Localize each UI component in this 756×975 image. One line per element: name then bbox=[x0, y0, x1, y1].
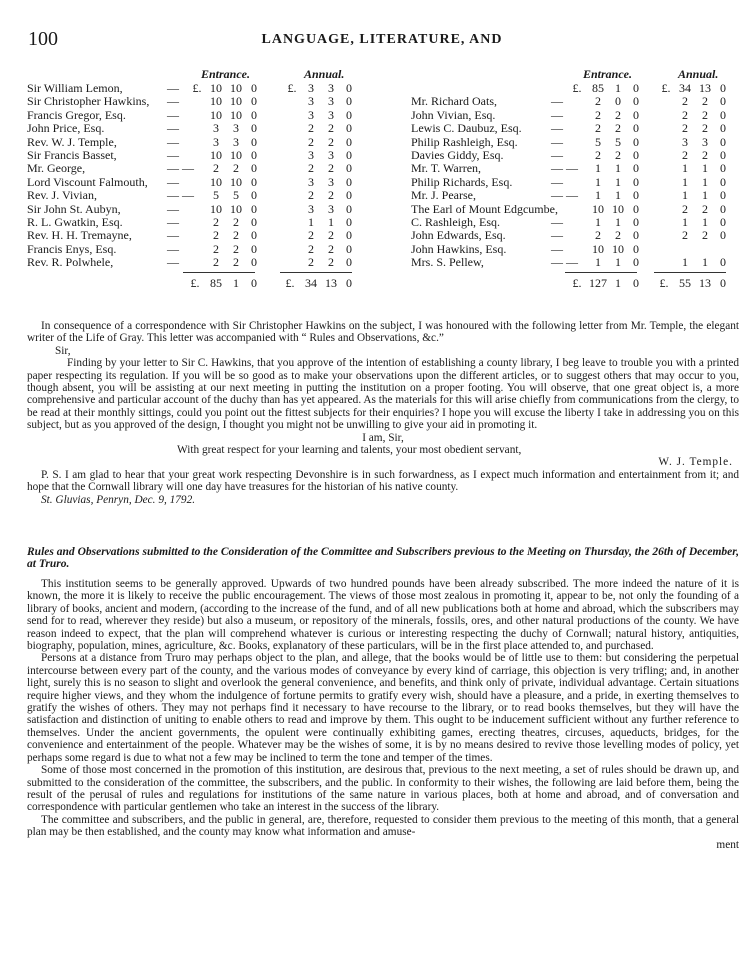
leader-dash: — bbox=[167, 255, 179, 270]
amount-cell: 5 bbox=[213, 188, 219, 203]
amount-cell: 0 bbox=[633, 255, 639, 270]
letter-respect: With great respect for your learning and talents, your most obedient servant, bbox=[177, 444, 522, 457]
carried-forward-row bbox=[411, 82, 741, 95]
amount-cell: 1 bbox=[595, 161, 601, 176]
amount-cell: 3 bbox=[213, 121, 219, 136]
amount-cell: 2 bbox=[595, 147, 601, 162]
amount-cell: 2 bbox=[702, 121, 708, 136]
amount-cell: 0 bbox=[346, 147, 352, 162]
leader-dash: — — bbox=[551, 161, 578, 176]
leader-dash: — bbox=[167, 241, 179, 256]
amount-cell: 5 bbox=[615, 134, 621, 149]
amount-cell: 3 bbox=[233, 134, 239, 149]
amount-cell: 0 bbox=[720, 214, 726, 229]
amount-cell: 2 bbox=[615, 121, 621, 136]
amount-cell: 1 bbox=[702, 161, 708, 176]
leader-dash: — bbox=[167, 147, 179, 162]
amount-cell: 0 bbox=[346, 94, 352, 109]
leader-dash: — bbox=[551, 134, 563, 149]
amount-cell: 0 bbox=[720, 94, 726, 109]
amount-cell: 3 bbox=[308, 201, 314, 216]
amount-cell: 0 bbox=[346, 241, 352, 256]
amount-cell: 10 bbox=[210, 107, 222, 122]
amount-cell: 0 bbox=[633, 161, 639, 176]
annual-header: Annual. bbox=[304, 67, 345, 81]
subscriber-row bbox=[27, 216, 367, 229]
subscriber-row bbox=[411, 203, 741, 216]
subscriber-name: Philip Richards, Esq. bbox=[411, 174, 513, 189]
subscriber-table-left bbox=[27, 68, 367, 295]
pound-sign: £. bbox=[661, 81, 671, 95]
amount-cell: 0 bbox=[633, 147, 639, 162]
subscriber-row bbox=[411, 243, 741, 256]
amount-cell: 1 bbox=[615, 81, 621, 95]
subscriber-name: R. L. Gwatkin, Esq. bbox=[27, 214, 123, 229]
amount-cell: 0 bbox=[346, 214, 352, 229]
amount-cell: 2 bbox=[328, 121, 334, 136]
total-row bbox=[27, 275, 367, 295]
amount-cell: 10 bbox=[612, 241, 624, 256]
amount-cell: 0 bbox=[633, 121, 639, 136]
subscriber-name: C. Rashleigh, Esq. bbox=[411, 214, 500, 229]
amount-cell: 3 bbox=[682, 134, 688, 149]
subscriber-name: Lewis C. Daubuz, Esq. bbox=[411, 121, 522, 136]
amount-cell: 10 bbox=[230, 94, 242, 109]
subscriber-row bbox=[411, 189, 741, 202]
amount-cell: 2 bbox=[233, 255, 239, 270]
subscriber-name: Davies Giddy, Esq. bbox=[411, 147, 504, 162]
amount-cell: 2 bbox=[682, 228, 688, 243]
subscriber-name: John Vivian, Esq. bbox=[411, 107, 496, 122]
amount-cell: 0 bbox=[720, 188, 726, 203]
amount-cell: 0 bbox=[720, 174, 726, 189]
amount-cell: 2 bbox=[702, 94, 708, 109]
amount-cell: 3 bbox=[328, 81, 334, 95]
subscriber-row bbox=[27, 176, 367, 189]
amount-cell: 0 bbox=[346, 107, 352, 122]
amount-cell: 1 bbox=[595, 174, 601, 189]
amount-cell: 2 bbox=[702, 147, 708, 162]
amount-cell: 10 bbox=[210, 201, 222, 216]
subscriber-name: Mr. George, bbox=[27, 161, 86, 176]
subscriber-row bbox=[411, 149, 741, 162]
amount-cell: 2 bbox=[595, 107, 601, 122]
leader-dash: — bbox=[551, 214, 563, 229]
amount-cell: 0 bbox=[251, 161, 257, 176]
amount-cell: 10 bbox=[230, 81, 242, 95]
amount-cell: 0 bbox=[251, 201, 257, 216]
subscriber-row bbox=[27, 189, 367, 202]
amount-cell: 0 bbox=[720, 161, 726, 176]
pound-sign: £. bbox=[572, 81, 582, 95]
amount-cell: 1 bbox=[328, 214, 334, 229]
amount-cell: 10 bbox=[230, 147, 242, 162]
subscriber-row bbox=[411, 229, 741, 242]
leader-dash: — — bbox=[167, 161, 194, 176]
amount-cell: 1 bbox=[615, 188, 621, 203]
amount-cell: 1 bbox=[682, 161, 688, 176]
pound-sign: £. bbox=[190, 276, 200, 291]
amount-cell: 0 bbox=[346, 255, 352, 270]
total-amount: 55 bbox=[679, 276, 691, 291]
amount-cell: 5 bbox=[595, 134, 601, 149]
amount-cell: 10 bbox=[210, 94, 222, 109]
subscriber-name: Philip Rashleigh, Esq. bbox=[411, 134, 518, 149]
amount-cell: 2 bbox=[702, 201, 708, 216]
amount-cell: 0 bbox=[633, 228, 639, 243]
amount-cell: 1 bbox=[702, 174, 708, 189]
amount-cell: 10 bbox=[592, 241, 604, 256]
leader-dash: — bbox=[551, 174, 563, 189]
subscriber-name: Lord Viscount Falmouth, bbox=[27, 174, 148, 189]
amount-cell: 5 bbox=[233, 188, 239, 203]
subscriber-table-right bbox=[411, 68, 741, 295]
amount-cell: 0 bbox=[633, 214, 639, 229]
amount-cell: 1 bbox=[682, 214, 688, 229]
amount-cell: 0 bbox=[251, 214, 257, 229]
amount-cell: 0 bbox=[346, 201, 352, 216]
leader-dash: — — bbox=[551, 188, 578, 203]
amount-cell: 0 bbox=[346, 228, 352, 243]
amount-cell: 2 bbox=[328, 134, 334, 149]
subscriber-name: Mr. T. Warren, bbox=[411, 161, 482, 176]
amount-cell: 3 bbox=[308, 147, 314, 162]
amount-cell: 0 bbox=[633, 134, 639, 149]
amount-cell: 1 bbox=[702, 214, 708, 229]
subscriber-row bbox=[27, 203, 367, 216]
subscriber-row bbox=[411, 216, 741, 229]
annual-header: Annual. bbox=[678, 67, 719, 81]
amount-cell: 1 bbox=[702, 188, 708, 203]
amount-cell: 2 bbox=[328, 188, 334, 203]
amount-cell: 3 bbox=[308, 107, 314, 122]
amount-cell: 2 bbox=[615, 147, 621, 162]
leader-dash: — bbox=[167, 121, 179, 136]
amount-cell: 1 bbox=[702, 255, 708, 270]
subscriber-name: Mr. J. Pearse, bbox=[411, 188, 476, 203]
amount-cell: 0 bbox=[720, 134, 726, 149]
subscriber-name: John Hawkins, Esq. bbox=[411, 241, 507, 256]
amount-cell: 2 bbox=[682, 201, 688, 216]
amount-cell: 2 bbox=[233, 228, 239, 243]
subscriber-row bbox=[411, 176, 741, 189]
letter-signature: W. J. Temple. bbox=[658, 456, 733, 469]
amount-cell: 0 bbox=[346, 161, 352, 176]
leader-dash: — bbox=[551, 147, 563, 162]
amount-cell: 0 bbox=[251, 188, 257, 203]
amount-cell: 1 bbox=[615, 174, 621, 189]
amount-cell: 0 bbox=[633, 81, 639, 95]
amount-cell: 2 bbox=[682, 147, 688, 162]
amount-cell: 10 bbox=[230, 174, 242, 189]
subscriber-row bbox=[27, 229, 367, 242]
amount-cell: 1 bbox=[615, 214, 621, 229]
rules-paragraph-4: The committee and subscribers, and the public in general, are, therefore, requested to consider them previous to the meeting of this month, that a general plan may be then established, and the county may know what information and amuse- bbox=[27, 813, 739, 839]
amount-cell: 2 bbox=[213, 241, 219, 256]
subscriber-row bbox=[27, 82, 367, 95]
amount-cell: 0 bbox=[251, 241, 257, 256]
subscriber-name: Sir William Lemon, bbox=[27, 81, 123, 95]
amount-cell: 2 bbox=[702, 228, 708, 243]
amount-cell: 3 bbox=[308, 174, 314, 189]
rules-body bbox=[27, 578, 739, 851]
amount-cell: 2 bbox=[702, 107, 708, 122]
amount-cell: 1 bbox=[682, 255, 688, 270]
amount-cell: 2 bbox=[213, 255, 219, 270]
amount-cell: 3 bbox=[213, 134, 219, 149]
subscriber-name: Rev. W. J. Temple, bbox=[27, 134, 117, 149]
total-amount: 85 bbox=[210, 276, 222, 291]
subscriber-name: John Edwards, Esq. bbox=[411, 228, 506, 243]
total-row bbox=[411, 275, 741, 295]
amount-cell: 2 bbox=[682, 94, 688, 109]
subscriber-row bbox=[411, 109, 741, 122]
amount-cell: 1 bbox=[308, 214, 314, 229]
total-amount: 34 bbox=[305, 276, 317, 291]
amount-cell: 2 bbox=[682, 121, 688, 136]
dateline: St. Gluvias, Penryn, Dec. 9, 1792. bbox=[41, 493, 196, 506]
amount-cell: 3 bbox=[328, 147, 334, 162]
subscriber-row bbox=[27, 162, 367, 175]
subscriber-row bbox=[411, 162, 741, 175]
rules-paragraph-1: This institution seems to be generally approved. Upwards of two hundred pounds have been already subscribed. The more indeed the nature of it is known, the more it is likely to receive the public encouragement. The views of those most zealous in promoting it, appear to be, not only the founding of a library of books, ancient and modern, (according to the increase of the fund, and of all new publications both at home and abroad, which the subscribers may send for to read, wherever they reside) but also a museum, or repository of the minerals, fossils, ores, and other natural productions of the county. We have reason indeed to expect, that the plan will comprehend whatever is curious or interesting respecting the duchy of Cornwall; natural history, antiquities, biography, population, mines, agriculture, &c. Books, explanatory of these particulars, will be in the first place attended to, and purchased. bbox=[27, 578, 739, 653]
subscriber-name: The Earl of Mount Edgcumbe, bbox=[411, 201, 558, 216]
amount-cell: 0 bbox=[346, 188, 352, 203]
amount-cell: 1 bbox=[682, 188, 688, 203]
amount-cell: 0 bbox=[633, 241, 639, 256]
catchword: ment bbox=[716, 838, 739, 851]
subscriber-row bbox=[27, 256, 367, 269]
pound-sign: £. bbox=[572, 276, 582, 291]
leader-dash: — bbox=[167, 134, 179, 149]
subscriber-row bbox=[411, 95, 741, 108]
subscriber-row bbox=[27, 243, 367, 256]
amount-cell: 1 bbox=[595, 214, 601, 229]
letter-body: Finding by your letter to Sir C. Hawkins, that you approve of the intention of establishing a county library, I beg leave to trouble you with a printed paper respecting its regulation. If you will be so good as to make your observations upon the different articles, or to suggest others that may occur to you, though absent, you will be assisting at our next meeting in putting the institution on a proper footing. You will observe, that one great object is, a more comprehensive and particular account of the duchy than has yet appeared. As the materials for this will arise chiefly from communications from the clergy, to be read at their monthly sittings, could you point out the fittest subjects for their enquiries? I hope you will excuse the liberty I take in addressing you on this subject, but as you approved of the design, I thought you might not be unwilling to give your aid in promoting it. bbox=[27, 357, 739, 432]
leader-dash: — — bbox=[167, 188, 194, 203]
column-headers bbox=[411, 68, 741, 82]
amount-cell: 0 bbox=[720, 228, 726, 243]
amount-cell: 0 bbox=[720, 255, 726, 270]
leader-dash: — bbox=[551, 94, 563, 109]
page-number: 100 bbox=[28, 28, 58, 50]
amount-cell: 2 bbox=[595, 228, 601, 243]
amount-cell: 0 bbox=[720, 121, 726, 136]
amount-cell: 2 bbox=[328, 161, 334, 176]
amount-cell: 0 bbox=[720, 107, 726, 122]
amount-cell: 0 bbox=[251, 174, 257, 189]
subscriber-name: Rev. H. H. Tremayne, bbox=[27, 228, 132, 243]
amount-cell: 2 bbox=[308, 121, 314, 136]
amount-cell: 2 bbox=[213, 214, 219, 229]
amount-cell: 2 bbox=[682, 107, 688, 122]
subscriber-name: Francis Gregor, Esq. bbox=[27, 107, 126, 122]
amount-cell: 10 bbox=[592, 201, 604, 216]
total-rule bbox=[183, 272, 255, 273]
leader-dash: — bbox=[167, 81, 179, 95]
amount-cell: 34 bbox=[679, 81, 691, 95]
amount-cell: 2 bbox=[213, 161, 219, 176]
amount-cell: 2 bbox=[615, 228, 621, 243]
leader-dash: — bbox=[167, 201, 179, 216]
amount-cell: 1 bbox=[615, 161, 621, 176]
total-rule bbox=[565, 272, 637, 273]
subscriber-row bbox=[411, 122, 741, 135]
leader-dash: — bbox=[551, 121, 563, 136]
column-headers bbox=[27, 68, 367, 82]
subscriber-name: Sir John St. Aubyn, bbox=[27, 201, 121, 216]
amount-cell: 10 bbox=[230, 201, 242, 216]
entrance-header: Entrance. bbox=[583, 67, 633, 81]
amount-cell: 0 bbox=[346, 174, 352, 189]
amount-cell: 2 bbox=[308, 241, 314, 256]
letter-closing: I am, Sir, bbox=[362, 431, 404, 444]
total-amount: 0 bbox=[251, 276, 257, 291]
amount-cell: 3 bbox=[328, 201, 334, 216]
subscriber-name: Mrs. S. Pellew, bbox=[411, 255, 484, 270]
subscriber-name: John Price, Esq. bbox=[27, 121, 105, 136]
amount-cell: 2 bbox=[328, 241, 334, 256]
amount-cell: 0 bbox=[251, 147, 257, 162]
amount-cell: 2 bbox=[328, 228, 334, 243]
amount-cell: 2 bbox=[308, 255, 314, 270]
amount-cell: 0 bbox=[346, 121, 352, 136]
amount-cell: 10 bbox=[612, 201, 624, 216]
total-amount: 0 bbox=[346, 276, 352, 291]
intro-paragraph bbox=[27, 320, 739, 506]
amount-cell: 10 bbox=[210, 174, 222, 189]
amount-cell: 2 bbox=[233, 161, 239, 176]
entrance-header: Entrance. bbox=[201, 67, 251, 81]
amount-cell: 2 bbox=[233, 241, 239, 256]
amount-cell: 2 bbox=[595, 94, 601, 109]
postscript: P. S. I am glad to hear that your great work respecting Devonshire is in such forwardness, as I expect much information and entertainment from it; and hope that the Cornwall library will one day have treasures for the historian of his native county. bbox=[27, 468, 739, 494]
amount-cell: 3 bbox=[233, 121, 239, 136]
amount-cell: 10 bbox=[210, 147, 222, 162]
subscriber-name: Francis Enys, Esq. bbox=[27, 241, 117, 256]
subscriber-name: Mr. Richard Oats, bbox=[411, 94, 497, 109]
amount-cell: 2 bbox=[308, 188, 314, 203]
amount-cell: 1 bbox=[595, 188, 601, 203]
total-amount: 13 bbox=[699, 276, 711, 291]
amount-cell: 2 bbox=[595, 121, 601, 136]
leader-dash: — bbox=[167, 228, 179, 243]
subscriber-name: Sir Christopher Hawkins, bbox=[27, 94, 150, 109]
pound-sign: £. bbox=[659, 276, 669, 291]
salutation: Sir, bbox=[55, 344, 71, 357]
amount-cell: 3 bbox=[328, 174, 334, 189]
amount-cell: 2 bbox=[308, 161, 314, 176]
leader-dash: — bbox=[167, 107, 179, 122]
amount-cell: 3 bbox=[328, 107, 334, 122]
amount-cell: 0 bbox=[633, 174, 639, 189]
leader-dash: — bbox=[167, 94, 179, 109]
leader-dash: — — bbox=[551, 255, 578, 270]
amount-cell: 0 bbox=[346, 134, 352, 149]
pound-sign: £. bbox=[285, 276, 295, 291]
amount-cell: 1 bbox=[682, 174, 688, 189]
amount-cell: 3 bbox=[328, 94, 334, 109]
subscriber-name: Rev. J. Vivian, bbox=[27, 188, 97, 203]
page-header bbox=[28, 28, 736, 50]
subscriber-row bbox=[411, 256, 741, 269]
rules-paragraph-3: Some of those most concerned in the promotion of this institution, are desirous that, previous to the next meeting, a set of rules should be drawn up, and submitted to the consideration of the committee, the subscribers, and the public. In conformity to their wishes, the following are laid before them, being the result of the perusal of rules and regulations for institutions of the same nature in various places, both at home and abroad, and of conversation and correspondence with particular gentlemen who take an interest in the success of the library. bbox=[27, 764, 739, 814]
leader-dash: — bbox=[167, 214, 179, 229]
amount-cell: 0 bbox=[251, 81, 257, 95]
intro-text: In consequence of a correspondence with Sir Christopher Hawkins on the subject, I was honoured with the following letter from Mr. Temple, the elegant writer of the Life of Gray. This letter was accompanied with “ Rules and Observations, &c.” bbox=[27, 320, 739, 345]
amount-cell: 2 bbox=[233, 214, 239, 229]
total-amount: 0 bbox=[720, 276, 726, 291]
amount-cell: 3 bbox=[702, 134, 708, 149]
rules-paragraph-2: Persons at a distance from Truro may perhaps object to the plan, and allege, that the books would be of little use to them: but considering the perpetual intercourse between every part of the county, and the various modes of conveyance by every kind of carriage, this objection is very trifling; and, in another light, surely this is no season to slight and overlook the general convenience, and benefits, and think only of private, individual advantage. Certain situations require higher views, and they whom the indulgence of fortune permits to gratify every wish, should have a pleasure, and a pride, in exerting themselves to gratify the wishes of others. They may not perhaps find it necessary to have recourse to the library, or to read books themselves, but they will have the satisfaction and distinction of uniting to enable others to read and improve by them. This ought to be inducement sufficient without any further reference to themselves. Under the ancient governments, the opulent were continually exhibiting games, erecting theatres, circuses, aqueducts, bridges, for the convenience and entertainment of the people. Whatever may be the wishes of some, it is by no means desired to revive those levelling modes of policy, yet perhaps some regard is due to what not a few may be inclined to term the tone and temper of the times. bbox=[27, 652, 739, 764]
subscriber-name: Sir Francis Basset, bbox=[27, 147, 117, 162]
amount-cell: 0 bbox=[720, 147, 726, 162]
subscriber-row bbox=[27, 122, 367, 135]
amount-cell: 2 bbox=[308, 228, 314, 243]
pound-sign: £. bbox=[287, 81, 297, 95]
subscriber-row bbox=[27, 95, 367, 108]
amount-cell: 2 bbox=[308, 134, 314, 149]
total-amount: 1 bbox=[233, 276, 239, 291]
amount-cell: 1 bbox=[615, 255, 621, 270]
leader-dash: — bbox=[551, 228, 563, 243]
total-amount: 0 bbox=[633, 276, 639, 291]
amount-cell: 0 bbox=[346, 81, 352, 95]
total-amount: 127 bbox=[589, 276, 607, 291]
amount-cell: 0 bbox=[633, 94, 639, 109]
amount-cell: 85 bbox=[592, 81, 604, 95]
amount-cell: 0 bbox=[720, 81, 726, 95]
total-rule bbox=[654, 272, 726, 273]
amount-cell: 0 bbox=[251, 121, 257, 136]
amount-cell: 2 bbox=[213, 228, 219, 243]
amount-cell: 0 bbox=[633, 107, 639, 122]
subscriber-row bbox=[27, 109, 367, 122]
amount-cell: 0 bbox=[633, 201, 639, 216]
amount-cell: 0 bbox=[615, 94, 621, 109]
amount-cell: 0 bbox=[633, 188, 639, 203]
amount-cell: 0 bbox=[251, 107, 257, 122]
rules-title: Rules and Observations submitted to the Consideration of the Committee and Subscribers previous to the Meeting on Thursday, the 26th of December, at Truro. bbox=[27, 546, 739, 571]
amount-cell: 0 bbox=[720, 201, 726, 216]
pound-sign: £. bbox=[192, 81, 202, 95]
subscriber-row bbox=[27, 136, 367, 149]
amount-cell: 3 bbox=[308, 81, 314, 95]
leader-dash: — bbox=[167, 174, 179, 189]
amount-cell: 13 bbox=[699, 81, 711, 95]
amount-cell: 1 bbox=[595, 255, 601, 270]
total-amount: 1 bbox=[615, 276, 621, 291]
running-title: LANGUAGE, LITERATURE, AND bbox=[261, 32, 503, 47]
amount-cell: 0 bbox=[251, 94, 257, 109]
amount-cell: 0 bbox=[251, 228, 257, 243]
total-amount: 13 bbox=[325, 276, 337, 291]
leader-dash: — bbox=[551, 107, 563, 122]
subscriber-name: Rev. R. Polwhele, bbox=[27, 255, 114, 270]
amount-cell: 0 bbox=[251, 134, 257, 149]
total-rule bbox=[280, 272, 352, 273]
amount-cell: 2 bbox=[615, 107, 621, 122]
leader-dash: — bbox=[551, 241, 563, 256]
amount-cell: 0 bbox=[251, 255, 257, 270]
amount-cell: 3 bbox=[308, 94, 314, 109]
subscriber-row bbox=[27, 149, 367, 162]
amount-cell: 2 bbox=[328, 255, 334, 270]
subscriber-row bbox=[411, 136, 741, 149]
amount-cell: 10 bbox=[230, 107, 242, 122]
amount-cell: 10 bbox=[210, 81, 222, 95]
